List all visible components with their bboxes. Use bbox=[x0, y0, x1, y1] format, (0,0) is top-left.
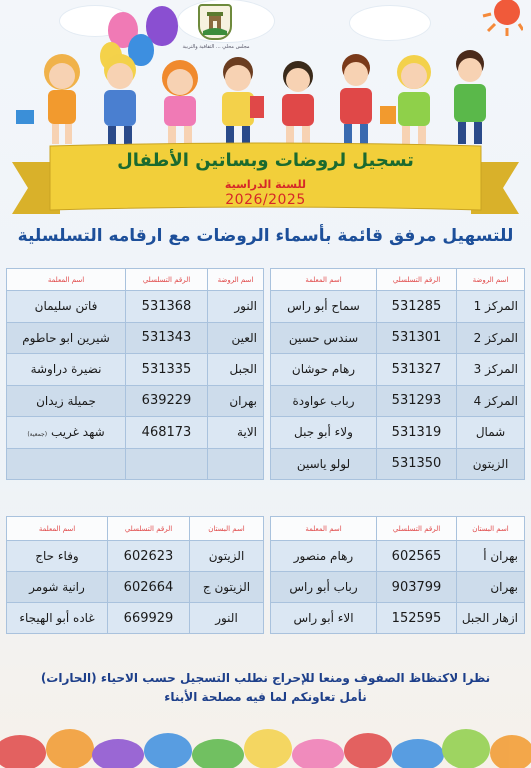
kindergarten-name: العين bbox=[208, 322, 264, 354]
column-header: اسم الروضة bbox=[208, 269, 264, 291]
kindergarten-name bbox=[208, 448, 264, 480]
page-title: تسجيل لروضات وبساتين الأطفال bbox=[117, 150, 414, 171]
teacher-name bbox=[7, 448, 126, 480]
column-header: الرقم التسلسلي bbox=[377, 269, 457, 291]
table-row bbox=[7, 291, 264, 323]
logo-caption: مجلس محلي ... الثقافية والتربية bbox=[182, 44, 250, 50]
teacher-name: وفاء حاج bbox=[7, 541, 108, 572]
kindergarten-name: المركز 2 bbox=[457, 322, 525, 354]
column-header: اسم المعلمة bbox=[7, 517, 108, 541]
children-illustration bbox=[0, 50, 531, 150]
table-row bbox=[271, 417, 525, 449]
kindergarten-name: المركز 4 bbox=[457, 385, 525, 417]
serial-number: 531293 bbox=[377, 385, 457, 417]
teacher-name: لولو ياسين bbox=[271, 448, 377, 480]
kindergarten-name: الجبل bbox=[208, 354, 264, 386]
kindergarten-name: شمال bbox=[457, 417, 525, 449]
gardens-table-2 bbox=[6, 516, 264, 634]
kindergarten-name: المركز 1 bbox=[457, 291, 525, 323]
serial-number: 531368 bbox=[126, 291, 208, 323]
serial-number bbox=[126, 448, 208, 480]
serial-number: 531319 bbox=[377, 417, 457, 449]
table-row bbox=[271, 541, 525, 572]
teacher-name: شيرين ابو حاطوم bbox=[7, 322, 126, 354]
serial-number: 152595 bbox=[377, 603, 457, 634]
column-header: اسم المعلمة bbox=[271, 517, 377, 541]
kindergarten-name: النور bbox=[208, 291, 264, 323]
table-header-row bbox=[7, 269, 264, 291]
teacher-name: نضيرة دراوشة bbox=[7, 354, 126, 386]
table-row bbox=[7, 322, 264, 354]
serial-number: 639229 bbox=[126, 385, 208, 417]
table-row bbox=[7, 385, 264, 417]
table-header-row bbox=[7, 517, 264, 541]
kindergarten-name: الاية bbox=[208, 417, 264, 449]
teacher-name: رهام حوشان bbox=[271, 354, 377, 386]
serial-number: 531327 bbox=[377, 354, 457, 386]
registration-note: نظرا لاكتظاظ الصفوف ومنعا للإحراج نطلب التسجيل حسب الاحياء (الحارات) bbox=[40, 671, 491, 685]
teacher-name: غاده أبو الهيجاء bbox=[7, 603, 108, 634]
serial-number: 602623 bbox=[108, 541, 190, 572]
table-row bbox=[7, 354, 264, 386]
teacher-name: جميلة زيدان bbox=[7, 385, 126, 417]
teacher-name: سندس حسين bbox=[271, 322, 377, 354]
serial-number: 531301 bbox=[377, 322, 457, 354]
garden-name: النور bbox=[190, 603, 264, 634]
serial-number: 602565 bbox=[377, 541, 457, 572]
table-row bbox=[7, 417, 264, 449]
table-row bbox=[271, 572, 525, 603]
column-header: اسم الروضة bbox=[457, 269, 525, 291]
garden-name: بهران أ bbox=[457, 541, 525, 572]
column-header: الرقم التسلسلي bbox=[108, 517, 190, 541]
table-row bbox=[271, 322, 525, 354]
cloud-right bbox=[350, 6, 430, 40]
table-row bbox=[271, 385, 525, 417]
tower-icon bbox=[203, 9, 227, 35]
kindergartens-table-2 bbox=[6, 268, 264, 480]
garden-name: ازهار الجبل bbox=[457, 603, 525, 634]
teacher-name: ولاء أبو جبل bbox=[271, 417, 377, 449]
kindergarten-name: بهران bbox=[208, 385, 264, 417]
column-header: اسم المعلمة bbox=[271, 269, 377, 291]
teacher-name: فاتن سليمان bbox=[7, 291, 126, 323]
gardens-table-1 bbox=[270, 516, 525, 634]
serial-number: 468173 bbox=[126, 417, 208, 449]
garden-name: الزيتون ج bbox=[190, 572, 264, 603]
garden-name: بهران bbox=[457, 572, 525, 603]
column-header: اسم المعلمة bbox=[7, 269, 126, 291]
column-header: اسم البستان bbox=[190, 517, 264, 541]
table-header-row bbox=[271, 517, 525, 541]
sun-icon bbox=[479, 0, 523, 38]
table-row bbox=[7, 603, 264, 634]
garden-name: الزيتون bbox=[190, 541, 264, 572]
serial-number: 531335 bbox=[126, 354, 208, 386]
school-year: 2026/2025 bbox=[225, 192, 306, 208]
closing-note: نأمل تعاونكم لما فيه مصلحة الأبناء bbox=[164, 690, 367, 704]
painted-hands-illustration bbox=[0, 705, 531, 768]
teacher-name: سماح أبو راس bbox=[271, 291, 377, 323]
list-headline: للتسهيل مرفق قائمة بأسماء الروضات مع ارقامه التسلسلية bbox=[17, 226, 514, 246]
teacher-name: رباب أبو راس bbox=[271, 572, 377, 603]
teacher-name: رانية شومر bbox=[7, 572, 108, 603]
serial-number: 531350 bbox=[377, 448, 457, 480]
column-header: اسم البستان bbox=[457, 517, 525, 541]
municipality-logo bbox=[198, 4, 232, 40]
serial-number: 669929 bbox=[108, 603, 190, 634]
kindergarten-name: المركز 3 bbox=[457, 354, 525, 386]
table-row bbox=[271, 354, 525, 386]
association-tag: (جمعية) bbox=[27, 431, 48, 439]
kindergartens-table-1 bbox=[270, 268, 525, 480]
table-row bbox=[271, 448, 525, 480]
kindergarten-name: الزيتون bbox=[457, 448, 525, 480]
serial-number: 531285 bbox=[377, 291, 457, 323]
teacher-name: شهد غريب bbox=[50, 425, 105, 440]
serial-number: 531343 bbox=[126, 322, 208, 354]
teacher-name: رباب عواودة bbox=[271, 385, 377, 417]
school-year-label: للسنة الدراسية bbox=[224, 178, 307, 191]
table-row bbox=[7, 541, 264, 572]
table-row bbox=[271, 603, 525, 634]
table-row bbox=[271, 291, 525, 323]
table-row bbox=[7, 572, 264, 603]
table-row bbox=[7, 448, 264, 480]
teacher-name: الاء أبو راس bbox=[271, 603, 377, 634]
serial-number: 602664 bbox=[108, 572, 190, 603]
serial-number: 903799 bbox=[377, 572, 457, 603]
column-header: الرقم التسلسلي bbox=[126, 269, 208, 291]
teacher-name: رهام منصور bbox=[271, 541, 377, 572]
column-header: الرقم التسلسلي bbox=[377, 517, 457, 541]
table-header-row bbox=[271, 269, 525, 291]
teacher-name-cell bbox=[7, 417, 126, 449]
